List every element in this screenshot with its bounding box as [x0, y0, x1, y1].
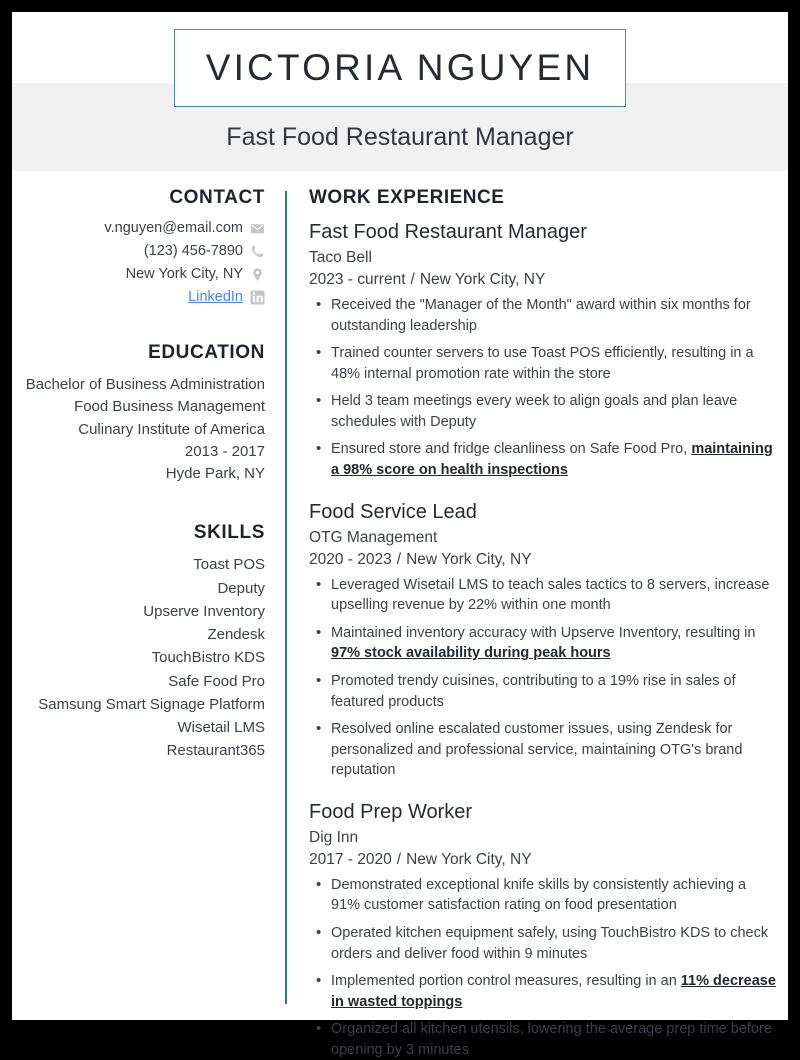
job-company: Taco Bell	[309, 249, 372, 266]
sidebar	[12, 187, 285, 1020]
education-line: Hyde Park, NY	[165, 465, 265, 482]
job-bullet	[309, 343, 776, 384]
bullet-highlight: 11% decrease in wasted toppings	[331, 973, 776, 1010]
education-line: Bachelor of Business Administration	[25, 376, 265, 393]
work-experience-heading: WORK EXPERIENCE	[309, 187, 505, 208]
contact-value: v.nguyen@email.com	[104, 220, 243, 236]
job-location: New York City, NY	[419, 271, 546, 288]
skill-item: Upserve Inventory	[143, 602, 265, 620]
envelope-icon	[250, 221, 265, 236]
bullet-text: Maintained inventory accuracy with Upserve Inventory, resulting in	[331, 624, 756, 641]
job-bullet	[309, 671, 776, 712]
education-line: Culinary Institute of America	[78, 420, 265, 438]
bullet-highlight: maintaining a 98% score on health inspections	[331, 441, 773, 479]
job-title: Food Service Lead	[309, 500, 477, 523]
bullet-text: Resolved online escalated customer issues, using Zendesk for personalized and professional service, maintaining OTG's brand reputation	[331, 721, 743, 779]
contact-list	[12, 220, 265, 305]
job-bullet	[309, 923, 776, 964]
job-bullet-list	[309, 295, 776, 481]
job-headline: Fast Food Restaurant Manager	[226, 123, 574, 151]
skill-item: Wisetail LMS	[177, 719, 265, 736]
bullet-text: Ensured store and fridge cleanliness on Safe Food Pro,	[331, 441, 692, 458]
skill-item: TouchBistro KDS	[151, 649, 265, 667]
resume-body	[12, 187, 788, 1058]
job-location: New York City, NY	[406, 850, 532, 868]
job-meta-separator: /	[410, 271, 415, 288]
main-content	[287, 187, 788, 1058]
job-dates: 2023 - current	[309, 271, 406, 288]
contact-value[interactable]: LinkedIn	[188, 289, 243, 305]
contact-item[interactable]	[12, 289, 265, 305]
job-bullet	[309, 971, 776, 1012]
bullet-text: Implemented portion control measures, resulting in an	[331, 973, 681, 990]
bullet-text: Operated kitchen equipment safely, using TouchBistro KDS to check orders and deliver food within 9 minutes	[331, 924, 769, 962]
contact-item	[12, 266, 265, 282]
job-entry	[309, 801, 776, 1060]
education-heading: EDUCATION	[148, 342, 265, 363]
education-line: Food Business Management	[74, 398, 265, 416]
job-bullet-list	[309, 875, 776, 1060]
job-entry	[309, 221, 776, 481]
contact-item	[12, 220, 265, 236]
skill-item: Toast POS	[193, 556, 265, 574]
contact-heading: CONTACT	[169, 187, 265, 208]
job-title: Food Prep Worker	[309, 800, 473, 823]
bullet-text: Leveraged Wisetail LMS to teach sales tactics to 8 servers, increase upselling revenue by 22% within one month	[331, 576, 770, 614]
job-list	[309, 221, 776, 1060]
job-bullet	[309, 623, 776, 664]
job-meta	[309, 851, 776, 869]
job-entry	[309, 501, 776, 781]
skill-item: Restaurant365	[166, 742, 265, 760]
bullet-text: Held 3 team meetings every week to align goals and plan leave schedules with Deputy	[331, 393, 738, 430]
contact-item	[12, 243, 265, 259]
job-meta-separator: /	[396, 550, 402, 568]
job-bullet	[309, 439, 776, 480]
job-bullet	[309, 575, 776, 616]
job-location: New York City, NY	[406, 550, 532, 568]
bullet-text: Organized all kitchen utensils, lowering the average prep time before opening by 3 minutes	[331, 1021, 772, 1058]
bullet-text: Received the "Manager of the Month" award within six months for outstanding leadership	[331, 297, 751, 334]
linkedin-icon	[250, 290, 265, 305]
page-title: VICTORIA NGUYEN	[205, 47, 595, 88]
job-meta-separator: /	[396, 850, 402, 868]
job-meta	[309, 551, 776, 569]
education-line: 2013 - 2017	[184, 442, 265, 460]
job-bullet	[309, 719, 776, 781]
job-title: Fast Food Restaurant Manager	[309, 221, 587, 243]
job-meta	[309, 271, 776, 289]
contact-value: New York City, NY	[125, 266, 243, 282]
skill-item: Samsung Smart Signage Platform	[38, 695, 265, 713]
job-bullet	[309, 875, 776, 916]
bullet-text: Trained counter servers to use Toast POS efficiently, resulting in a 48% internal promotion rate within the store	[331, 345, 754, 382]
job-dates: 2020 - 2023	[309, 550, 392, 568]
skills-list	[12, 555, 265, 761]
location-pin-icon	[250, 267, 265, 282]
skill-item: Zendesk	[207, 626, 265, 643]
phone-icon	[250, 244, 265, 259]
bullet-text: Promoted trendy cuisines, contributing to a 19% rise in sales of featured products	[331, 672, 736, 710]
job-dates: 2017 - 2020	[309, 850, 392, 868]
bullet-highlight: 97% stock availability during peak hours	[331, 645, 611, 662]
job-bullet	[309, 1019, 776, 1060]
education-list	[12, 375, 265, 484]
name-box	[174, 29, 626, 107]
skill-item: Deputy	[217, 579, 265, 597]
skills-heading: SKILLS	[193, 522, 265, 544]
job-company: OTG Management	[309, 528, 438, 546]
job-bullet	[309, 391, 776, 432]
job-bullet-list	[309, 575, 776, 781]
job-company: Dig Inn	[309, 828, 359, 846]
bullet-text: Demonstrated exceptional knife skills by consistently achieving a 91% customer satisfaction rating on food presentation	[331, 876, 747, 914]
resume-page	[12, 12, 788, 1058]
job-bullet	[309, 295, 776, 336]
contact-value: (123) 456-7890	[143, 243, 243, 259]
skill-item: Safe Food Pro	[168, 672, 265, 690]
